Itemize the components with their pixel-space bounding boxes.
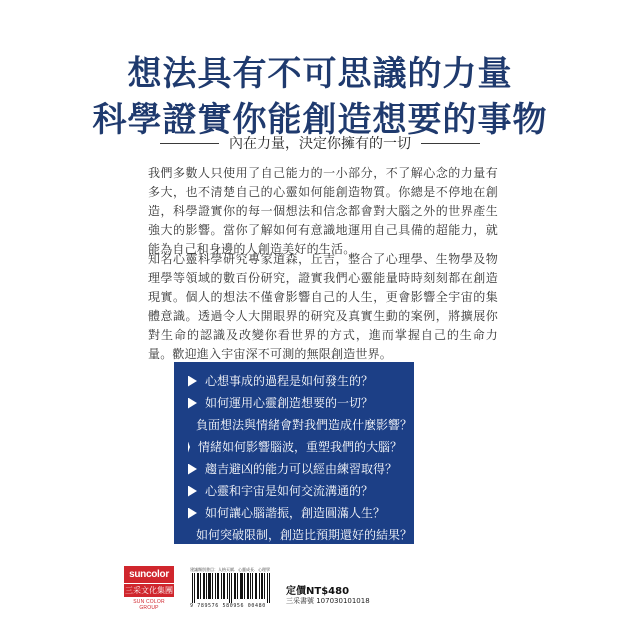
question-text: 如何突破限制，創造比預期還好的結果？ — [196, 528, 413, 542]
question-text: 情緒如何影響腦波，重塑我們的大腦？ — [197, 440, 402, 454]
subtitle-row — [160, 132, 480, 154]
publisher-logo — [124, 566, 174, 610]
question-text: 負面想法與情緒會對我們造成什麼影響？ — [196, 418, 413, 432]
logo-english-name: SUN COLOR GROUP — [133, 599, 165, 611]
isbn-barcode — [190, 566, 274, 612]
triangle-bullet-icon — [188, 464, 197, 475]
triangle-bullet-icon — [188, 398, 197, 409]
subtitle-rule-left — [160, 143, 219, 144]
question-item — [188, 392, 402, 414]
triangle-bullet-icon — [188, 486, 197, 497]
barcode-number: 9 789576 580956 00480 — [190, 603, 266, 609]
question-list — [188, 370, 413, 546]
triangle-bullet-icon — [188, 376, 197, 387]
barcode-category: 建議類別書目：人格天賦．心靈成長．心理學 — [190, 567, 270, 572]
question-item — [188, 414, 413, 436]
price-label: 定價NT$480 — [286, 586, 350, 597]
question-text: 心想事成的過程是如何發生的？ — [205, 374, 374, 388]
question-text: 如何讓心腦諧振，創造圓滿人生？ — [205, 506, 386, 520]
question-box — [174, 362, 414, 544]
subtitle: 內在力量，決定你擁有的一切 — [229, 136, 411, 152]
triangle-bullet-icon — [188, 508, 197, 519]
barcode-icon — [190, 573, 274, 603]
question-item — [188, 458, 402, 480]
question-text: 如何運用心靈創造想要的一切？ — [205, 396, 374, 410]
question-item — [188, 502, 402, 524]
question-text: 心靈和宇宙是如何交流溝通的？ — [205, 484, 374, 498]
question-item — [188, 370, 402, 392]
question-item — [188, 524, 413, 546]
subtitle-rule-right — [421, 143, 480, 144]
question-item — [188, 436, 402, 458]
main-title-line-1: 想法具有不可思議的力量 — [127, 54, 513, 94]
question-item — [188, 480, 402, 502]
triangle-bullet-icon — [188, 442, 190, 453]
main-title-line-2: 科學證實你能創造想要的事物 — [92, 100, 548, 140]
question-text: 趨吉避凶的能力可以經由練習取得？ — [205, 462, 398, 476]
logo-group-name: 三采文化集團 — [125, 586, 173, 595]
logo-brand: suncolor — [124, 566, 174, 583]
intro-paragraph-1: 我們多數人只使用了自己能力的一小部分，不了解心念的力量有多大，也不清楚自己的心靈如何能創造物質。你總是不停地在創造，科學證實你的每一個想法和信念都會對大腦之外的世界產生強大的影響。當你了解如何有意識地運用自己具備的超能力，就能為自己和身邊的人創造美好的生活。 — [148, 166, 498, 256]
sku-label: 三采書號 107030101018 — [286, 597, 370, 605]
intro-paragraph-2: 知名心靈科學研究專家道森，丘吉，整合了心理學、生物學及物理學等領域的數百份研究，證實我們心靈能量時時刻刻都在創造現實。個人的想法不僅會影響自己的人生，更會影響全宇宙的集體意識。透過令人大開眼界的研究及真實生動的案例，將擴展你對生命的認識及改變你看世界的方式，進而掌握自己的生命力量。歡迎進入宇宙深不可測的無限創造世界。 — [148, 252, 498, 361]
